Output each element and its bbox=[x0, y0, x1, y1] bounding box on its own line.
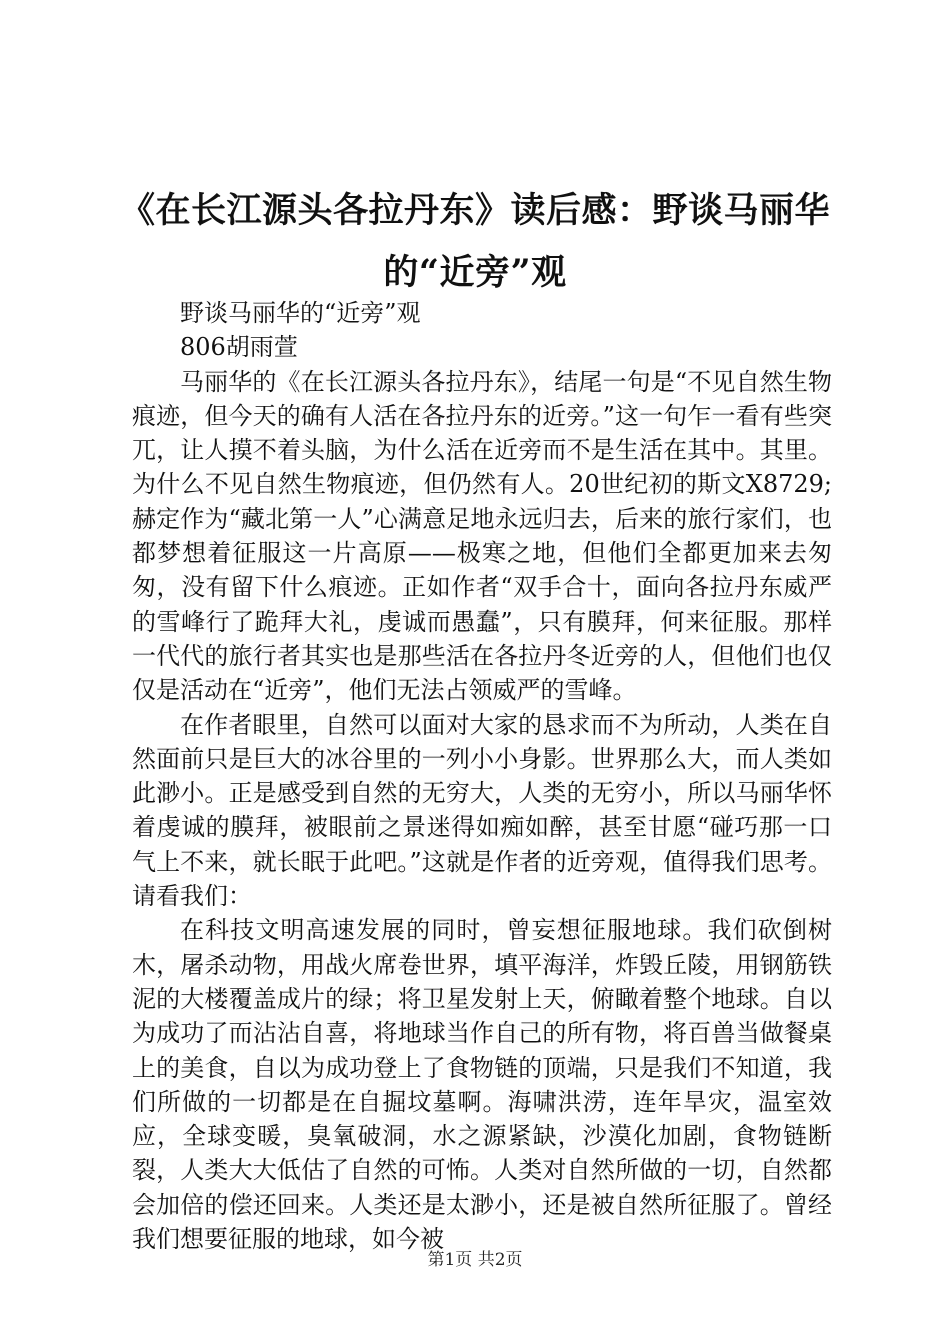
page-footer: 第1页 共2页 bbox=[427, 1250, 523, 1270]
document-body bbox=[132, 296, 832, 1256]
paragraph-2: 在作者眼里，自然可以面对大家的恳求而不为所动，人类在自然面前只是巨大的冰谷里的一列小小身影。世界那么大，而人类如此渺小。正是感受到自然的无穷大，人类的无穷小，所以马丽华怀着虔诚的膜拜，被眼前之景迷得如痴如醉，甚至甘愿“碰巧那一口气上不来，就长眠于此吧。”这就是作者的近旁观，值得我们思考。请看我们： bbox=[132, 710, 832, 911]
subtitle: 野谈马丽华的“近旁”观 bbox=[180, 299, 421, 327]
document-title: 《在长江源头各拉丹东》读后感：野谈马丽华的“近旁”观 bbox=[119, 190, 830, 293]
paragraph-3: 在科技文明高速发展的同时，曾妄想征服地球。我们砍倒树木，屠杀动物，用战火席卷世界，填平海洋，炸毁丘陵，用钢筋铁泥的大楼覆盖成片的绿；将卫星发射上天，俯瞰着整个地球。自以为成功了而沾沾自喜，将地球当作自己的所有物，将百兽当做餐桌上的美食，自以为成功登上了食物链的顶端，只是我们不知道，我们所做的一切都是在自掘坟墓啊。海啸洪涝，连年旱灾，温室效应，全球变暖，臭氧破洞，水之源紧缺，沙漠化加剧，食物链断裂，人类大大低估了自然的可怖。人类对自然所做的一切，自然都会加倍的偿还回来。人类还是太渺小，还是被自然所征服了。曾经我们想要征服的地球，如今被 bbox=[132, 916, 832, 1254]
paragraph-1: 马丽华的《在长江源头各拉丹东》，结尾一句是“不见自然生物痕迹，但今天的确有人活在各拉丹东的近旁。”这一句乍一看有些突兀，让人摸不着头脑，为什么活在近旁而不是生活在其中。其里。为什么不见自然生物痕迹，但仍然有人。20世纪初的斯文X8729;赫定作为“藏北第一人”心满意足地永远归去，后来的旅行家们，也都梦想着征服这一片高原——极寒之地，但他们全都更加来去匆匆，没有留下什么痕迹。正如作者“双手合十，面向各拉丹东威严的雪峰行了跪拜大礼，虔诚而愚蠢”，只有膜拜，何来征服。那样一代代的旅行者其实也是那些活在各拉丹冬近旁的人，但他们也仅仅是活动在“近旁”，他们无法占领威严的雪峰。 bbox=[132, 367, 832, 705]
author-line: 806胡雨萱 bbox=[180, 333, 298, 362]
